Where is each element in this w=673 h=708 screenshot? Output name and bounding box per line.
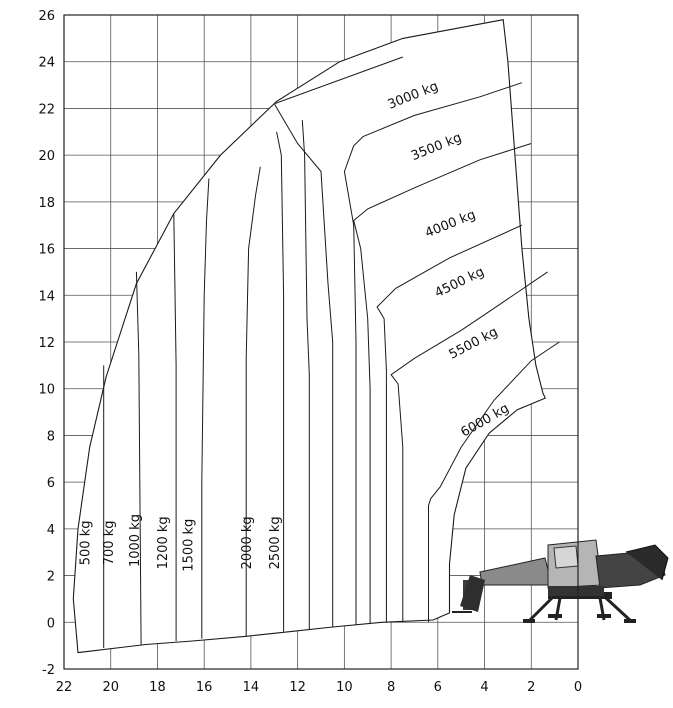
x-tick-label: 12 (289, 680, 306, 695)
y-tick-label: 24 (38, 55, 55, 71)
x-tick-label: 4 (480, 680, 489, 695)
x-tick-label: 16 (195, 680, 213, 695)
x-tick-label: 10 (336, 680, 353, 695)
x-tick-label: 8 (386, 680, 396, 695)
x-tick-label: 14 (242, 680, 260, 695)
x-tick-label: 2 (527, 680, 536, 695)
x-tick-label: 20 (102, 680, 120, 695)
curve-label: 2500 kg (267, 516, 283, 570)
y-tick-label: 12 (38, 336, 55, 351)
y-tick-label: 4 (46, 522, 55, 538)
x-tick-label: 22 (55, 680, 73, 695)
curve-label: 1200 kg (155, 516, 171, 570)
curve-label: 3500 kg (409, 130, 464, 165)
curve-label: 1000 kg (127, 514, 143, 568)
y-tick-label: 14 (38, 289, 55, 305)
curve-label: 6000 kg (458, 400, 512, 441)
y-tick-label: 10 (38, 382, 55, 398)
y-tick-label: 26 (38, 9, 55, 24)
y-tick-label: 18 (38, 195, 55, 211)
curve-label: 5500 kg (446, 324, 501, 363)
y-tick-label: 0 (46, 616, 55, 632)
curve-label: 700 kg (102, 520, 118, 566)
curve-label: 4000 kg (423, 207, 478, 242)
y-tick-label: 6 (46, 476, 55, 492)
y-tick-label: 8 (46, 429, 55, 445)
curve-label: 2000 kg (239, 516, 255, 570)
y-tick-label: 20 (38, 149, 55, 165)
x-tick-label: 6 (433, 680, 442, 695)
curve-label: 1500 kg (181, 518, 197, 572)
x-tick-label: 18 (149, 680, 166, 695)
y-tick-label: 2 (46, 569, 55, 585)
x-tick-label: 0 (573, 680, 583, 695)
y-tick-label: 22 (38, 102, 55, 118)
curve-label: 3000 kg (385, 78, 441, 113)
curve-label: 4500 kg (432, 264, 487, 302)
curve-label: 500 kg (78, 520, 94, 566)
y-tick-label: 16 (38, 242, 55, 258)
y-tick-label: -2 (42, 663, 55, 678)
